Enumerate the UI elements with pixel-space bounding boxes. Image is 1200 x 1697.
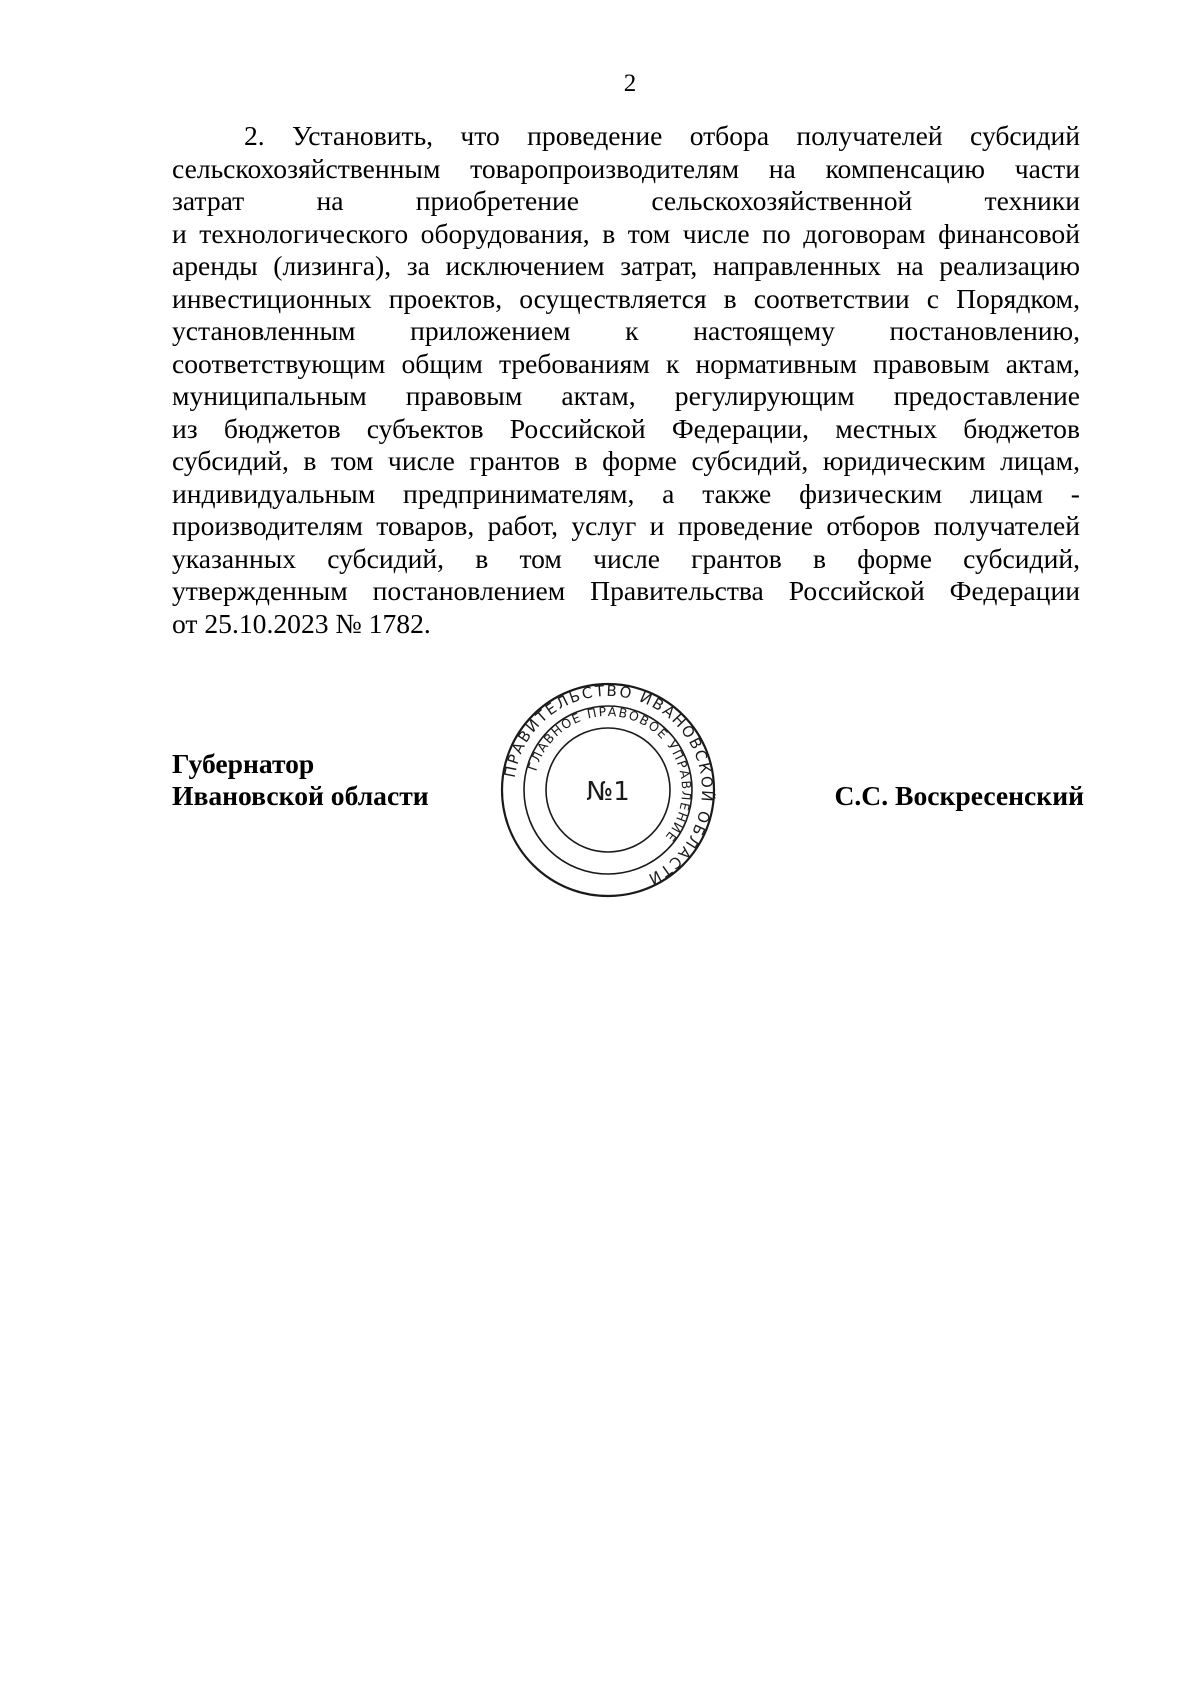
paragraph-line: муниципальным правовым актам, регулирующим предоставление xyxy=(172,380,1080,411)
paragraph-line: указанных субсидий, в том числе грантов в форме субсидий, xyxy=(172,542,1080,574)
paragraph-line: инвестиционных проектов, осуществляется в соответствии с Порядком, xyxy=(172,282,1080,314)
seal-outer-text: ПРАВИТЕЛЬСТВО ИВАНОВСКОЙ ОБЛАСТИ xyxy=(500,681,717,889)
signatory-name: С.С. Воскресенский xyxy=(834,780,1084,811)
seal-center-text: №1 xyxy=(586,777,630,807)
official-seal-stamp xyxy=(498,680,718,900)
paragraph-line: утвержденным постановлением Правительства Российской Федерации xyxy=(172,575,1080,606)
paragraph-line: соответствующим общим требованиям к нормативным правовым актам, xyxy=(172,347,1080,379)
paragraph-line: производителям товаров, работ, услуг и проведение отборов получателей xyxy=(172,510,1080,541)
paragraph-line: 2. Установить, что проведение отбора получателей субсидий xyxy=(244,120,1080,151)
signatory-position xyxy=(172,748,429,812)
paragraph-line: сельскохозяйственным товаропроизводителям на компенсацию части xyxy=(172,152,1080,184)
signatory-title-line: Губернатор xyxy=(172,748,315,779)
paragraph-line: индивидуальным предпринимателям, а также физическим лицам - xyxy=(172,477,1080,509)
paragraph-line: и технологического оборудования, в том числе по договорам финансовой xyxy=(172,217,1080,249)
paragraph-line: из бюджетов субъектов Российской Федерации, местных бюджетов xyxy=(172,412,1080,444)
paragraph-line: от 25.10.2023 № 1782. xyxy=(172,607,431,639)
seal-inner-text: ГЛАВНОЕ ПРАВОВОЕ УПРАВЛЕНИЕ xyxy=(524,703,695,846)
paragraph-line: аренды (лизинга), за исключением затрат, направленных на реализацию xyxy=(172,250,1080,281)
paragraph-line: субсидий, в том числе грантов в форме субсидий, юридическим лицам, xyxy=(172,445,1080,476)
page-number: 2 xyxy=(623,70,637,97)
signatory-region-line: Ивановской области xyxy=(172,780,429,811)
paragraph-line: затрат на приобретение сельскохозяйственной техники xyxy=(172,185,1080,216)
paragraph-line: установленным приложением к настоящему постановлению, xyxy=(172,315,1080,346)
body-paragraph xyxy=(172,120,1080,640)
